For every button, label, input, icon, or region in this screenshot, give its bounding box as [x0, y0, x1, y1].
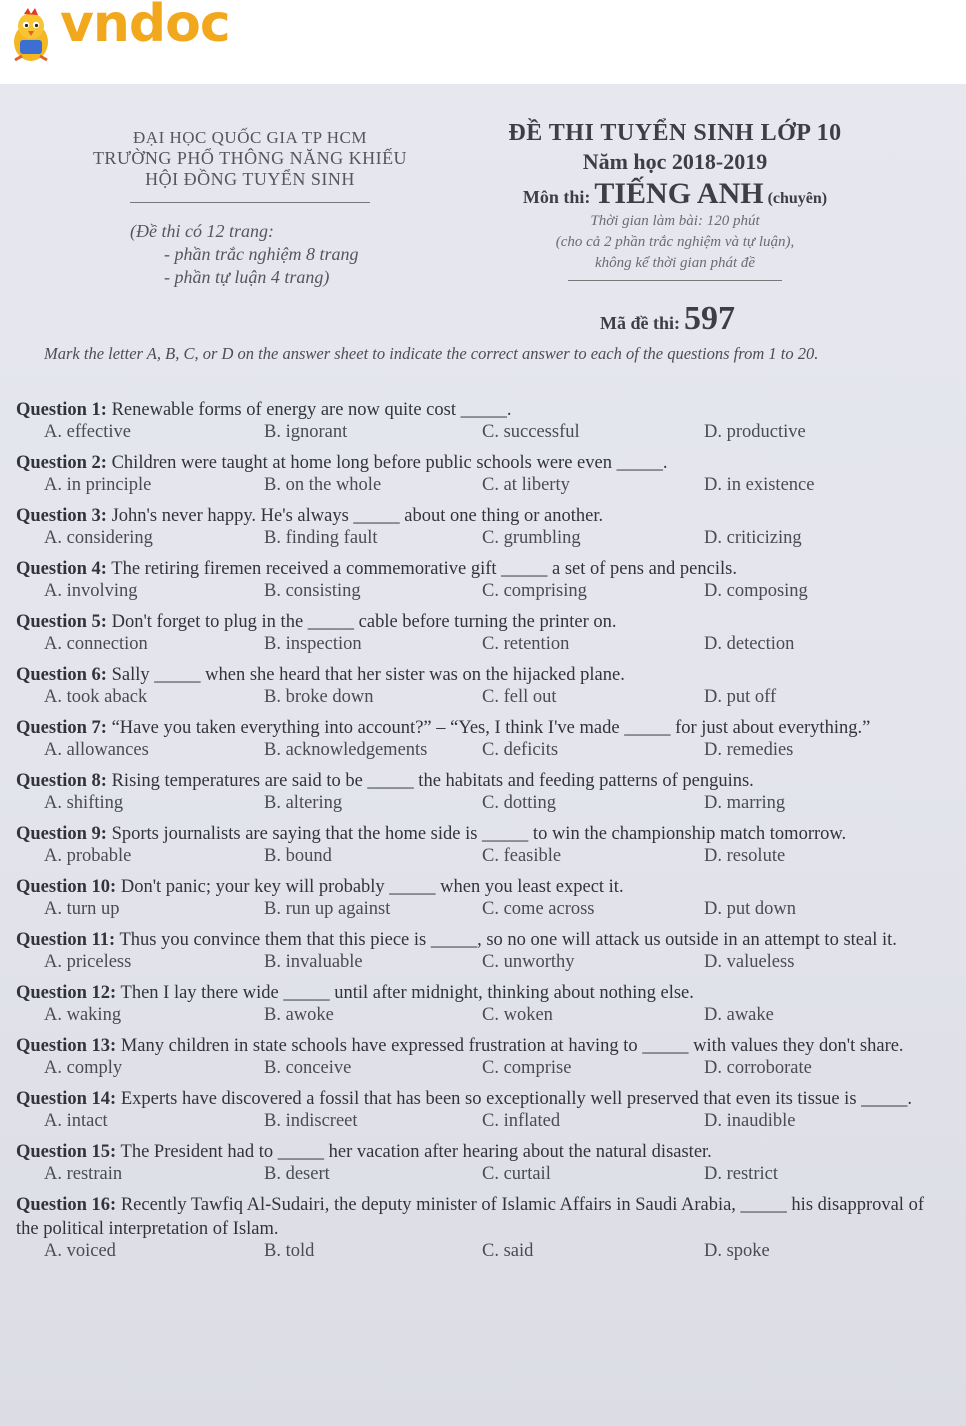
essay-pages: - phần tự luận 4 trang) [164, 267, 330, 287]
question-stem [16, 504, 946, 528]
logo-bar [0, 0, 966, 80]
question-text: The President had to _____ her vacation after hearing about the natural disaster. [120, 1142, 712, 1162]
answer-option: B. told [264, 1241, 315, 1261]
answer-option: A. effective [44, 422, 131, 442]
answer-option: A. allowances [44, 740, 149, 760]
question-stem [16, 398, 946, 422]
question-label: Question 1: [16, 400, 107, 420]
answer-option: A. turn up [44, 899, 120, 919]
time-limit: Thời gian làm bài: 120 phút [590, 213, 760, 229]
question-item [16, 981, 946, 1029]
question-text: Rising temperatures are said to be _____ the habitats and feeding patterns of penguins. [111, 771, 754, 791]
answer-option: D. valueless [704, 952, 795, 972]
answer-option: B. finding fault [264, 528, 378, 548]
header-divider [130, 202, 370, 203]
answer-option: B. invaluable [264, 952, 363, 972]
answer-option: D. resolute [704, 846, 786, 866]
answer-option: D. put down [704, 899, 796, 919]
page-count-line: (Đề thi có 12 trang: [130, 221, 274, 241]
answer-option: C. said [482, 1241, 534, 1261]
answer-options [16, 581, 946, 605]
question-text: Thus you convince them that this piece is _____, so no one will attack us outside in an attempt to steal it. [119, 930, 897, 950]
question-item [16, 1140, 946, 1188]
question-stem [16, 875, 946, 899]
answer-options [16, 1111, 946, 1135]
answer-option: A. connection [44, 634, 148, 654]
question-item [16, 451, 946, 499]
question-text: Many children in state schools have expressed frustration at having to _____ with values they don't share. [120, 1036, 904, 1056]
question-label: Question 14: [16, 1089, 117, 1109]
answer-option: D. spoke [704, 1241, 770, 1261]
question-stem [16, 1140, 946, 1164]
exam-code [600, 300, 735, 338]
question-item [16, 769, 946, 817]
question-text: Don't forget to plug in the _____ cable before turning the printer on. [111, 612, 617, 632]
answer-option: C. curtail [482, 1164, 551, 1184]
answer-option: C. successful [482, 422, 580, 442]
question-label: Question 16: [16, 1195, 117, 1215]
question-list [16, 398, 946, 1270]
question-label: Question 8: [16, 771, 107, 791]
answer-option: D. detection [704, 634, 795, 654]
question-text: Renewable forms of energy are now quite cost _____. [111, 400, 512, 420]
question-label: Question 12: [16, 983, 117, 1003]
school-year: Năm học 2018-2019 [582, 149, 768, 174]
answer-option: C. dotting [482, 793, 557, 813]
header-left [40, 128, 460, 209]
answer-option: C. comprise [482, 1058, 572, 1078]
multiple-choice-pages: - phần trắc nghiệm 8 trang [164, 244, 359, 264]
question-text: Recently Tawfiq Al-Sudairi, the deputy minister of Islamic Affairs in Saudi Arabia, _____ his disapproval of the political interpretation of Islam. [16, 1195, 924, 1239]
answer-options [16, 1164, 946, 1188]
question-item [16, 928, 946, 976]
question-item [16, 822, 946, 870]
answer-option: C. deficits [482, 740, 559, 760]
question-label: Question 9: [16, 824, 107, 844]
question-label: Question 4: [16, 559, 107, 579]
question-item [16, 663, 946, 711]
question-label: Question 11: [16, 930, 116, 950]
answer-option: B. on the whole [264, 475, 382, 495]
question-item [16, 557, 946, 605]
answer-options [16, 793, 946, 817]
instructions: Mark the letter A, B, C, or D on the answer sheet to indicate the correct answer to each of the questions from 1 to 20. [44, 344, 819, 363]
question-item [16, 1087, 946, 1135]
answer-options [16, 422, 946, 446]
question-text: John's never happy. He's always _____ about one thing or another. [111, 506, 604, 526]
answer-option: D. composing [704, 581, 808, 601]
answer-options [16, 687, 946, 711]
header-right [480, 120, 870, 281]
answer-option: B. conceive [264, 1058, 352, 1078]
question-stem [16, 769, 946, 793]
question-label: Question 3: [16, 506, 107, 526]
answer-option: A. probable [44, 846, 132, 866]
question-stem [16, 1193, 946, 1241]
answer-option: A. in principle [44, 475, 152, 495]
answer-option: A. considering [44, 528, 153, 548]
answer-options [16, 634, 946, 658]
answer-options [16, 1241, 946, 1265]
answer-option: D. criticizing [704, 528, 802, 548]
answer-option: D. remedies [704, 740, 794, 760]
school-name: TRƯỜNG PHỔ THÔNG NĂNG KHIẾU [92, 148, 408, 168]
answer-option: D. put off [704, 687, 777, 707]
answer-option: A. priceless [44, 952, 132, 972]
answer-option: C. woken [482, 1005, 553, 1025]
question-text: Then I lay there wide _____ until after midnight, thinking about nothing else. [120, 983, 694, 1003]
answer-option: D. in existence [704, 475, 815, 495]
question-text: Sports journalists are saying that the home side is _____ to win the championship match tomorrow. [111, 824, 847, 844]
answer-option: C. comprising [482, 581, 587, 601]
answer-options [16, 740, 946, 764]
time-scope: (cho cả 2 phần trắc nghiệm và tự luận), [555, 234, 795, 250]
answer-option: B. run up against [264, 899, 391, 919]
time-exclusion: không kể thời gian phát đề [594, 255, 756, 271]
answer-option: A. shifting [44, 793, 124, 813]
answer-option: C. retention [482, 634, 570, 654]
answer-option: B. bound [264, 846, 332, 866]
answer-option: D. marring [704, 793, 786, 813]
question-stem [16, 822, 946, 846]
answer-option: B. indiscreet [264, 1111, 358, 1131]
question-label: Question 15: [16, 1142, 117, 1162]
answer-option: C. inflated [482, 1111, 561, 1131]
question-text: Experts have discovered a fossil that has been so exceptionally well preserved that even its tissue is _____. [120, 1089, 913, 1109]
subject-label: Môn thi: [522, 187, 591, 207]
exam-code-label: Mã đề thi: [600, 313, 680, 333]
question-stem [16, 1087, 946, 1111]
answer-options [16, 1058, 946, 1082]
question-stem [16, 663, 946, 687]
answer-options [16, 1005, 946, 1029]
chicken-mascot-icon [6, 6, 56, 64]
council-name: HỘI ĐỒNG TUYỂN SINH [145, 169, 355, 189]
question-label: Question 2: [16, 453, 107, 473]
question-item [16, 1034, 946, 1082]
question-stem [16, 981, 946, 1005]
answer-option: D. productive [704, 422, 806, 442]
answer-option: B. consisting [264, 581, 361, 601]
question-text: Don't panic; your key will probably _____ when you least expect it. [120, 877, 624, 897]
answer-option: D. inaudible [704, 1111, 796, 1131]
answer-options [16, 899, 946, 923]
answer-option: C. grumbling [482, 528, 581, 548]
subject-name: TIẾNG ANH [594, 177, 764, 210]
header-right-divider [568, 280, 782, 281]
question-label: Question 7: [16, 718, 107, 738]
answer-option: C. unworthy [482, 952, 575, 972]
answer-option: C. fell out [482, 687, 557, 707]
answer-option: B. desert [264, 1164, 330, 1184]
question-stem [16, 557, 946, 581]
question-item [16, 1193, 946, 1265]
answer-option: D. corroborate [704, 1058, 812, 1078]
answer-option: D. restrict [704, 1164, 778, 1184]
answer-option: A. voiced [44, 1241, 116, 1261]
answer-option: C. feasible [482, 846, 562, 866]
question-stem [16, 928, 946, 952]
answer-option: A. comply [44, 1058, 123, 1078]
answer-option: B. inspection [264, 634, 362, 654]
question-stem [16, 1034, 946, 1058]
answer-option: B. acknowledgements [264, 740, 428, 760]
subject-line [480, 177, 870, 211]
question-text: Children were taught at home long before public schools were even _____. [111, 453, 668, 473]
question-label: Question 5: [16, 612, 107, 632]
answer-options [16, 475, 946, 499]
question-item [16, 504, 946, 552]
question-item [16, 398, 946, 446]
university-name: ĐẠI HỌC QUỐC GIA TP HCM [133, 128, 367, 147]
answer-option: A. intact [44, 1111, 108, 1131]
question-text: The retiring firemen received a commemorative gift _____ a set of pens and pencils. [111, 559, 737, 579]
answer-option: D. awake [704, 1005, 774, 1025]
exam-code-value: 597 [684, 300, 735, 337]
question-item [16, 610, 946, 658]
logo-text: vndoc [60, 0, 230, 54]
exam-paper [0, 84, 966, 1426]
question-item [16, 716, 946, 764]
exam-title: ĐỀ THI TUYỂN SINH LỚP 10 [508, 120, 842, 146]
answer-options [16, 846, 946, 870]
question-item [16, 875, 946, 923]
page-count-note [130, 220, 358, 289]
answer-option: B. awoke [264, 1005, 334, 1025]
answer-option: C. come across [482, 899, 595, 919]
answer-option: C. at liberty [482, 475, 570, 495]
question-label: Question 6: [16, 665, 107, 685]
answer-option: B. altering [264, 793, 343, 813]
answer-option: A. restrain [44, 1164, 123, 1184]
question-stem [16, 610, 946, 634]
answer-option: A. involving [44, 581, 138, 601]
answer-options [16, 952, 946, 976]
question-label: Question 10: [16, 877, 117, 897]
question-text: “Have you taken everything into account?” – “Yes, I think I've made _____ for just about everything.” [111, 718, 871, 738]
answer-option: B. ignorant [264, 422, 348, 442]
answer-option: A. took aback [44, 687, 148, 707]
question-label: Question 13: [16, 1036, 117, 1056]
question-text: Sally _____ when she heard that her sister was on the hijacked plane. [111, 665, 625, 685]
question-stem [16, 716, 946, 740]
answer-option: B. broke down [264, 687, 374, 707]
subject-suffix: (chuyên) [767, 190, 828, 207]
answer-option: A. waking [44, 1005, 122, 1025]
question-stem [16, 451, 946, 475]
answer-options [16, 528, 946, 552]
